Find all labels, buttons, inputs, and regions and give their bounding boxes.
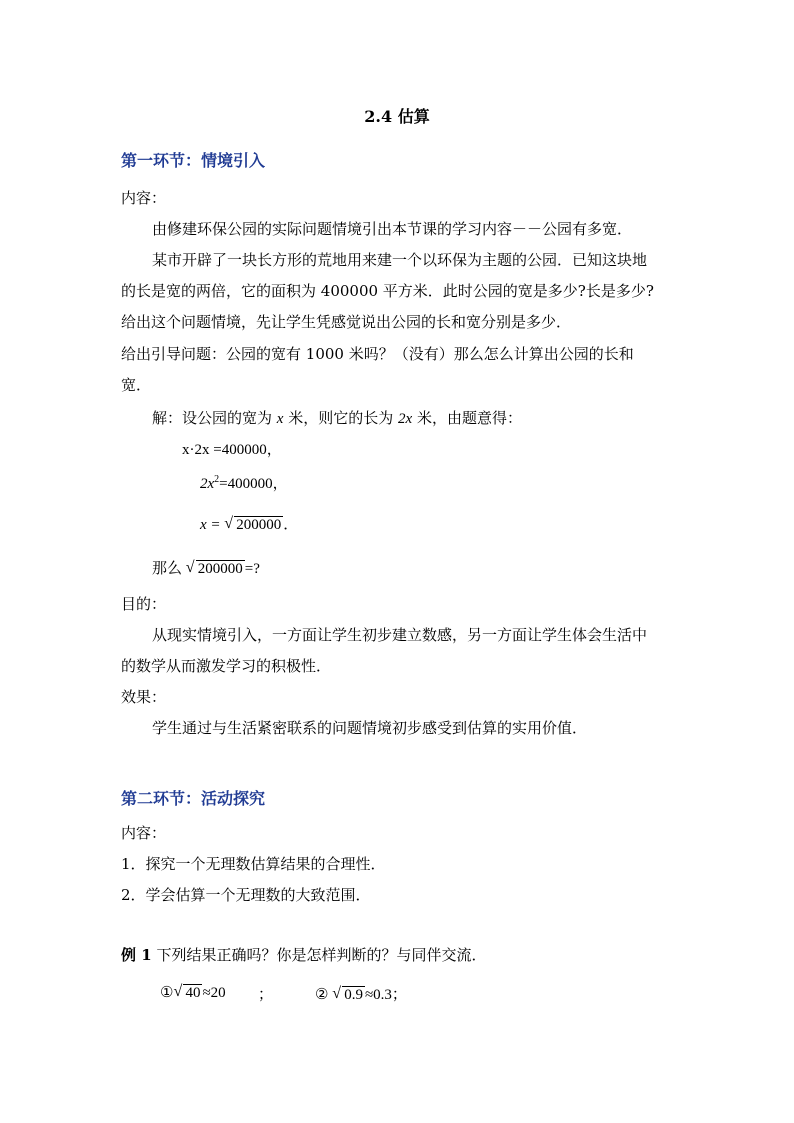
content-label-1: 内容： bbox=[121, 189, 167, 207]
example-item-2: ② √ 0.9 ≈0.3； bbox=[315, 985, 407, 1003]
paragraph-4b: 宽． bbox=[121, 376, 152, 394]
purpose-label: 目的： bbox=[121, 595, 167, 613]
paragraph-2a: 某市开辟了一块长方形的荒地用来建一个以环保为主题的公园．已知这块地 bbox=[152, 251, 648, 269]
sqrt-symbol: √ 200000 bbox=[224, 515, 282, 533]
section1-heading: 第一环节：情境引入 bbox=[121, 151, 266, 170]
page-title: 2.4 估算 bbox=[364, 107, 430, 126]
effect-text: 学生通过与生活紧密联系的问题情境初步感受到估算的实用价值． bbox=[152, 719, 588, 737]
sqrt-symbol: √ 0.9 bbox=[332, 985, 363, 1003]
example-1: 例 1 下列结果正确吗？你是怎样判断的？与同伴交流． bbox=[121, 946, 487, 964]
list-item-1: 1．探究一个无理数估算结果的合理性． bbox=[121, 855, 386, 873]
sqrt-symbol: √ 200000 bbox=[185, 559, 243, 577]
example-item-1: ① √ 40 ≈20 bbox=[160, 983, 226, 1001]
list-item-2: 2．学会估算一个无理数的大致范围． bbox=[121, 886, 371, 904]
paragraph-3: 给出这个问题情境，先让学生凭感觉说出公园的长和宽分别是多少． bbox=[121, 313, 572, 331]
paragraph-1: 由修建环保公园的实际问题情境引出本节课的学习内容－－公园有多宽． bbox=[152, 220, 633, 238]
paragraph-2b: 的长是宽的两倍，它的面积为 400000 平方米．此时公园的宽是多少?长是多少? bbox=[121, 282, 654, 300]
effect-label: 效果： bbox=[121, 688, 167, 706]
example-separator: ； bbox=[258, 987, 274, 1003]
purpose-a: 从现实情境引入，一方面让学生初步建立数感，另一方面让学生体会生活中 bbox=[152, 626, 648, 644]
equation-2: $2x^2=400000$， bbox=[200, 474, 288, 492]
equation-3: x = √ 200000 ． bbox=[200, 515, 299, 533]
content-label-2: 内容： bbox=[121, 824, 167, 842]
solution-line: 解：设公园的宽为 x 米，则它的长为 2x 米，由题意得： bbox=[152, 409, 523, 427]
paragraph-4a: 给出引导问题：公园的宽有 1000 米吗？（没有）那么怎么计算出公园的长和 bbox=[121, 345, 634, 363]
purpose-b: 的数学从而激发学习的积极性． bbox=[121, 657, 332, 675]
then-line: 那么 √ 200000 =? bbox=[152, 559, 260, 577]
equation-1: x·2x =400000， bbox=[182, 442, 282, 458]
sqrt-symbol: √ 40 bbox=[173, 983, 201, 1001]
section2-heading: 第二环节：活动探究 bbox=[121, 789, 266, 808]
